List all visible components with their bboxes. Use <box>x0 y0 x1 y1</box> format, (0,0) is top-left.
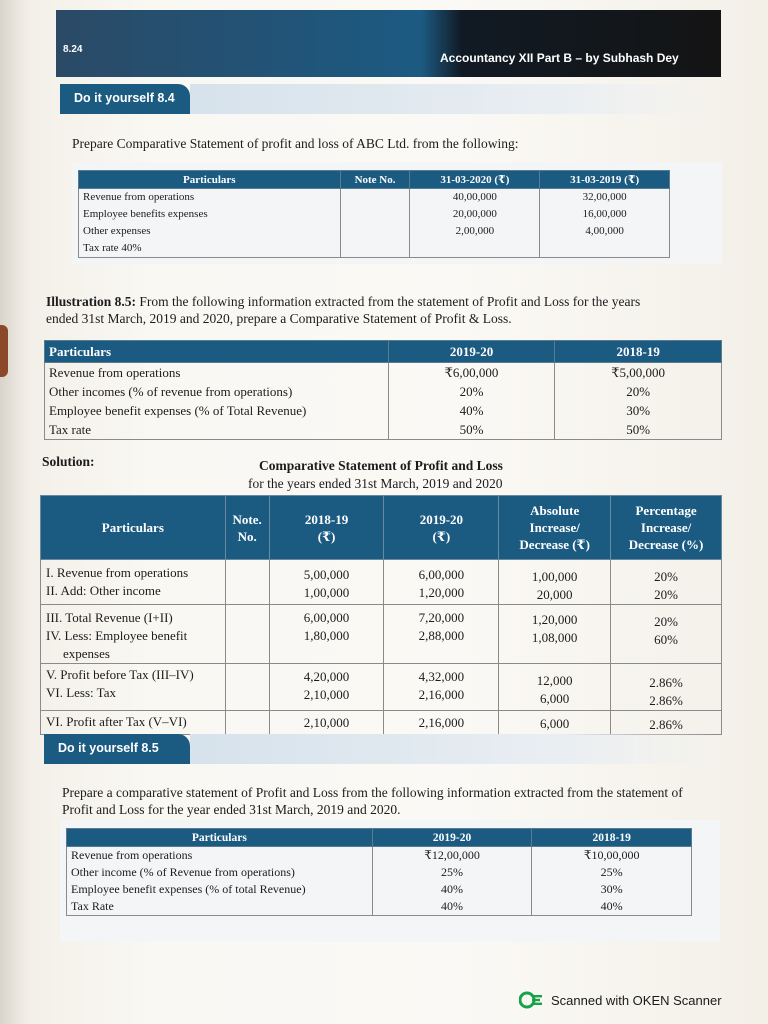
solution-value: 1,00,000 <box>303 585 350 600</box>
solution-particular: IV. Less: Employee benefit <box>46 628 188 643</box>
diy-85-value: 25% <box>600 865 623 879</box>
solution-2019-20-cell <box>384 560 499 605</box>
solution-percentage-cell <box>611 560 722 605</box>
solution-header-absolute: Absolute Increase/ Decrease (₹) <box>499 496 611 560</box>
solution-value: 2.86% <box>649 693 683 708</box>
diy-84-2019-cell <box>540 189 670 258</box>
solution-2019-20-cell <box>384 664 499 711</box>
solution-2019-20-cell <box>384 711 499 735</box>
solution-value: 1,08,000 <box>531 630 578 645</box>
illustration-value: 50% <box>459 422 484 437</box>
solution-value: 4,20,000 <box>303 669 350 684</box>
solution-value: 1,20,000 <box>531 612 578 627</box>
solution-value: 6,000 <box>540 716 570 731</box>
diy-84-header-particulars: Particulars <box>79 171 341 189</box>
diy-85-particular: Tax Rate <box>71 899 114 913</box>
solution-header-percentage: Percentage Increase/ Decrease (%) <box>611 496 722 560</box>
diy-84-tab: Do it yourself 8.4 <box>60 84 190 114</box>
solution-value: 2.86% <box>649 675 683 690</box>
solution-note-cell <box>225 664 269 711</box>
diy-84-particular: Tax rate 40% <box>83 242 142 254</box>
diy-85-header-2018-19: 2018-19 <box>532 829 692 847</box>
solution-value: 20,000 <box>536 587 573 602</box>
solution-particulars-cell <box>41 711 226 735</box>
diy-85-line-2: Profit and Loss for the year ended 31st March, 2019 and 2020. <box>62 802 401 817</box>
solution-value: 1,80,000 <box>303 628 350 643</box>
illustration-table <box>44 340 722 440</box>
page-header-band <box>56 10 721 77</box>
diy-85-tab: Do it yourself 8.5 <box>44 734 190 764</box>
illustration-particular: Other incomes (% of revenue from operations) <box>49 384 293 399</box>
solution-particular: II. Add: Other income <box>46 583 161 598</box>
solution-2019-20-cell <box>384 605 499 664</box>
solution-title: Comparative Statement of Profit and Loss <box>259 458 503 473</box>
solution-particular: V. Profit before Tax (III–IV) <box>46 667 194 682</box>
edge-tab-mark <box>0 325 8 377</box>
diy-84-value: 2,00,000 <box>455 225 495 237</box>
solution-header-2019-20: 2019-20 (₹) <box>384 496 499 560</box>
solution-particular: VI. Profit after Tax (V–VI) <box>46 714 187 729</box>
solution-value: 2,16,000 <box>418 715 465 730</box>
diy-85-value: ₹10,00,000 <box>583 848 640 862</box>
illustration-text <box>46 293 726 327</box>
diy-85-header-2019-20: 2019-20 <box>372 829 532 847</box>
book-title: Accountancy XII Part B – by Subhash Dey <box>440 51 679 65</box>
solution-value: 6,00,000 <box>303 610 350 625</box>
illustration-value: ₹5,00,000 <box>611 365 666 380</box>
solution-particulars-cell <box>41 560 226 605</box>
solution-particulars-cell <box>41 605 226 664</box>
diy-84-particular: Other expenses <box>83 225 151 237</box>
illustration-particular: Tax rate <box>49 422 92 437</box>
solution-percentage-cell <box>611 605 722 664</box>
diy-85-header-particulars: Particulars <box>67 829 373 847</box>
diy-85-value: 40% <box>441 899 464 913</box>
solution-2018-19-cell <box>269 560 384 605</box>
illustration-value: 20% <box>626 384 651 399</box>
diy-84-header-2019: 31-03-2019 (₹) <box>540 171 670 189</box>
solution-value: 6,000 <box>540 691 570 706</box>
solution-value: 2,16,000 <box>418 687 465 702</box>
solution-absolute-cell <box>499 664 611 711</box>
diy-84-strip <box>190 84 710 114</box>
illustration-2018-19-cell <box>555 363 722 440</box>
diy-85-particular: Revenue from operations <box>71 848 193 862</box>
diy-84-note-cell <box>340 189 410 258</box>
diy-84-particulars-cell <box>79 189 341 258</box>
solution-label: Solution: <box>42 454 95 469</box>
illustration-particular: Revenue from operations <box>49 365 181 380</box>
diy-84-table <box>78 170 670 258</box>
scanner-text: Scanned with OKEN Scanner <box>551 992 722 1008</box>
table-row <box>41 605 722 664</box>
solution-2018-19-cell <box>269 711 384 735</box>
solution-value: 2.86% <box>649 717 683 732</box>
solution-absolute-cell <box>499 605 611 664</box>
solution-value: 1,20,000 <box>418 585 465 600</box>
illustration-line-2: ended 31st March, 2019 and 2020, prepare a Comparative Statement of Profit & Loss. <box>46 311 512 326</box>
diy-84-header-note: Note No. <box>340 171 410 189</box>
solution-particular: III. Total Revenue (I+II) <box>46 610 173 625</box>
solution-header-note: Note. No. <box>225 496 269 560</box>
solution-note-cell <box>225 711 269 735</box>
diy-85-2019-20-cell <box>372 847 532 916</box>
solution-absolute-cell <box>499 711 611 735</box>
illustration-label: Illustration 8.5: <box>46 294 137 309</box>
solution-percentage-cell <box>611 664 722 711</box>
diy-84-particular: Revenue from operations <box>83 191 195 203</box>
diy-84-instruction: Prepare Comparative Statement of profit and loss of ABC Ltd. from the following: <box>72 136 519 151</box>
diy-84-header-2020: 31-03-2020 (₹) <box>410 171 540 189</box>
solution-value: 2,88,000 <box>418 628 465 643</box>
diy-85-value: 30% <box>600 882 623 896</box>
solution-value: 1,00,000 <box>531 569 578 584</box>
table-row <box>41 711 722 735</box>
solution-particular: VI. Less: Tax <box>46 685 116 700</box>
solution-2018-19-cell <box>269 605 384 664</box>
solution-particular: expenses <box>63 646 110 661</box>
solution-value: 60% <box>654 632 678 647</box>
illustration-particulars-cell <box>45 363 389 440</box>
solution-value: 2,10,000 <box>303 687 350 702</box>
diy-84-2020-cell <box>410 189 540 258</box>
solution-subtitle: for the years ended 31st March, 2019 and 2020 <box>248 476 503 491</box>
binding-shadow <box>0 0 30 1024</box>
solution-value: 20% <box>654 569 678 584</box>
diy-84-value: 4,00,000 <box>585 225 624 237</box>
solution-note-cell <box>225 560 269 605</box>
diy-85-text <box>62 784 722 818</box>
diy-84-value: 20,00,000 <box>452 208 497 220</box>
illustration-value: 40% <box>459 403 484 418</box>
solution-value: 4,32,000 <box>418 669 465 684</box>
solution-absolute-cell <box>499 560 611 605</box>
solution-header-2018-19: 2018-19 (₹) <box>269 496 384 560</box>
solution-particular: I. Revenue from operations <box>46 565 189 580</box>
illustration-header-2018-19: 2018-19 <box>555 341 722 363</box>
solution-value: 7,20,000 <box>418 610 465 625</box>
scanner-watermark <box>519 991 722 1009</box>
diy-84-value: 16,00,000 <box>582 208 627 220</box>
page-number: 8.24 <box>63 44 83 55</box>
diy-84-particular: Employee benefits expenses <box>83 208 208 220</box>
table-row <box>41 560 722 605</box>
diy-85-value: 40% <box>441 882 464 896</box>
diy-85-particular: Other income (% of Revenue from operations) <box>71 865 295 879</box>
diy-84-value: 32,00,000 <box>582 191 627 203</box>
diy-85-value: 25% <box>441 865 464 879</box>
solution-value: 20% <box>654 614 678 629</box>
illustration-2019-20-cell <box>388 363 555 440</box>
solution-value: 12,000 <box>536 673 573 688</box>
illustration-header-2019-20: 2019-20 <box>388 341 555 363</box>
oken-scanner-logo-icon <box>519 991 543 1009</box>
solution-particulars-cell <box>41 664 226 711</box>
solution-value: 6,00,000 <box>418 567 465 582</box>
diy-85-value: ₹12,00,000 <box>424 848 480 862</box>
diy-85-value: 40% <box>600 899 623 913</box>
diy-85-2018-19-cell <box>532 847 692 916</box>
diy-85-particular: Employee benefit expenses (% of total Revenue) <box>71 882 306 896</box>
solution-value: 5,00,000 <box>303 567 350 582</box>
diy-84-value: 40,00,000 <box>452 191 497 203</box>
solution-2018-19-cell <box>269 664 384 711</box>
illustration-line-1: From the following information extracted from the statement of Profit and Loss for the years <box>139 294 641 309</box>
solution-note-cell <box>225 605 269 664</box>
solution-value: 2,10,000 <box>303 715 350 730</box>
table-row <box>41 664 722 711</box>
illustration-value: ₹6,00,000 <box>444 365 499 380</box>
diy-85-strip <box>190 734 720 764</box>
solution-table <box>40 495 722 735</box>
solution-value: 20% <box>654 587 678 602</box>
illustration-value: 20% <box>459 384 484 399</box>
solution-percentage-cell <box>611 711 722 735</box>
illustration-value: 50% <box>626 422 651 437</box>
solution-header-particulars: Particulars <box>41 496 226 560</box>
diy-85-line-1: Prepare a comparative statement of Profit and Loss from the following information extracted from the statement of <box>62 785 683 800</box>
illustration-header-particulars: Particulars <box>45 341 389 363</box>
illustration-value: 30% <box>626 403 651 418</box>
illustration-particular: Employee benefit expenses (% of Total Revenue) <box>49 403 307 418</box>
diy-85-particulars-cell <box>67 847 373 916</box>
diy-85-table <box>66 828 692 916</box>
